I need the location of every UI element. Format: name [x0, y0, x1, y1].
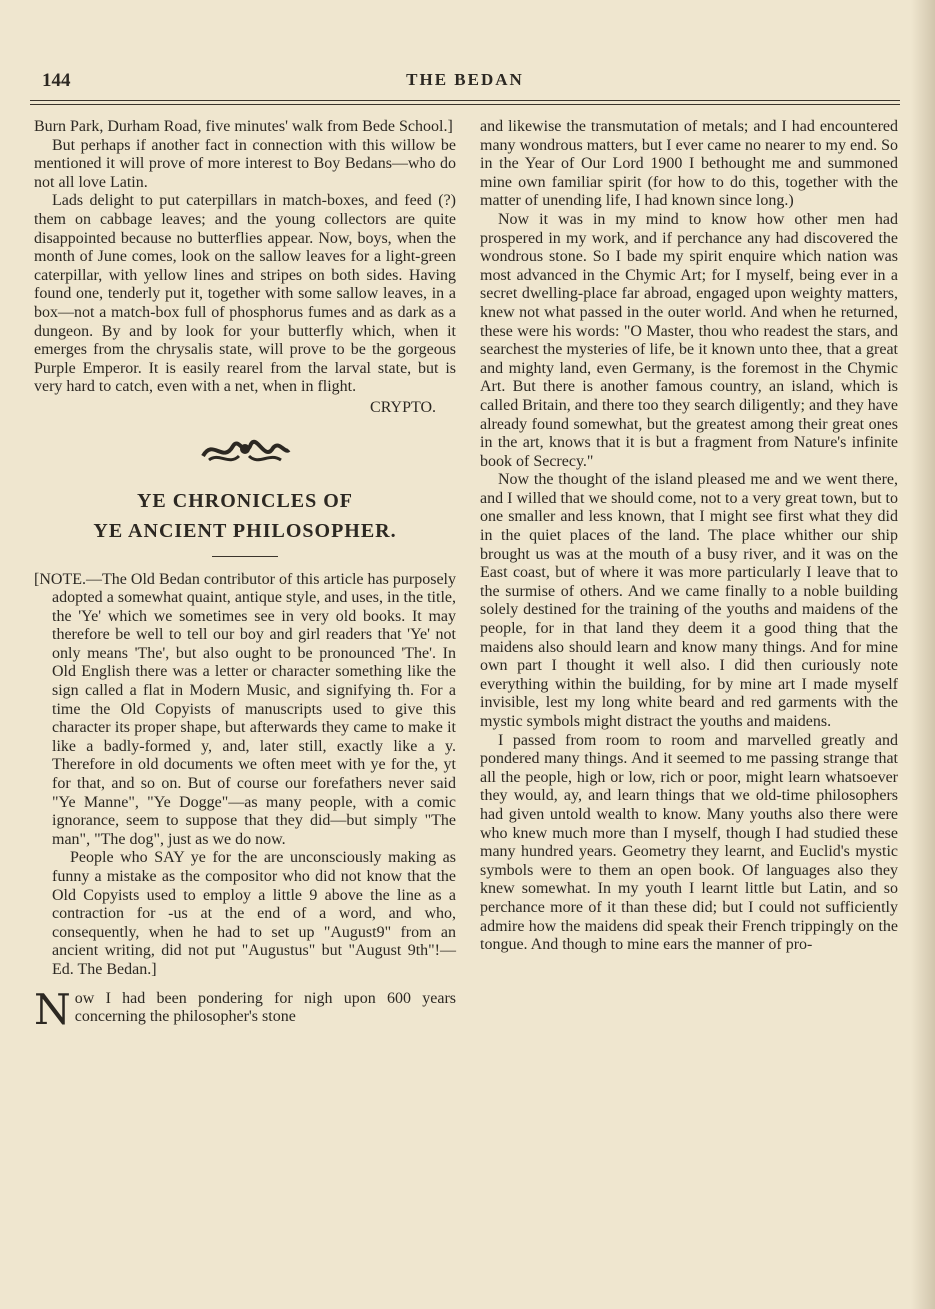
- signature: CRYPTO.: [370, 398, 436, 416]
- paragraph: Now the thought of the island pleased me and we went there, and I willed that we should come, not to a very great town, but to one smaller and less known, that I might see first what they did in the quiet places of the land. The place whither our ship brought us was at the mouth of a busy river, and it was on the East coast, but of where it was more particularly I leave that to the surmise of others. And we came finally to a noble building solely destined for the training of the youths and maidens of the people, for in that land they deem it a good thing that the maidens also should learn and know many things. And for mine own part I thought it well also. I did then curiously note everything within the building, for by mine art I made myself invisible, lest my long white beard and red garments with the mystic symbols might distract the youths and maidens.: [480, 471, 898, 730]
- header-rule-top: [30, 100, 900, 101]
- paragraph: Burn Park, Durham Road, five minutes' walk from Bede School.]: [34, 118, 453, 135]
- opening-text: ow I had been pondering for nigh upon 600 years concerning the philosopher's stone: [74, 989, 456, 1026]
- chronicle-opening: [34, 984, 456, 1034]
- page-header: [30, 66, 900, 96]
- paragraph: I passed from room to room and marvelled greatly and pondered many things. And it seemed to me passing strange that all the people, high or low, rich or poor, might learn whatsoever they would, ay, and learn things that we old-time philosophers had given untold wealth to know. Many youths also there were who knew much more than I myself, though I had studied these many hundred years. Geometry they learnt, and Euclid's mystic symbols were to them an open book. Of languages also they knew somewhat. In my youth I learnt little but Latin, and so perchance more of it than these did; but I could not sufficiently admire how the maidens did speak their French trippingly on the tongue. And though to mine ears the manner of pro-: [480, 731, 898, 954]
- heading-rule: [212, 556, 278, 557]
- editor-note: [34, 571, 456, 980]
- heading-line: YE CHRONICLES OF: [136, 489, 354, 512]
- note-paragraph: People who SAY ye for the are unconsciously making as funny a mistake as the compositor who did not know that the Old Copyists used to employ a little 9 above the line as a contraction for -us at the end of a word, and who, consequently, when he had to set up "August9" from an ancient writing, did not put "Augustus" but "August 9th"!—Ed. The Bedan.]: [52, 849, 456, 978]
- right-column: [480, 118, 898, 955]
- heading-line: YE ANCIENT PHILOSOPHER.: [93, 519, 397, 542]
- page-edge-shadow: [911, 0, 935, 1309]
- paragraph: Lads delight to put caterpillars in match-boxes, and feed (?) them on cabbage leaves; and the young collectors are quite disappointed because no butterflies appear. Now, boys, when the month of June comes, look on the sallow leaves for a light-green caterpillar, with yellow lines and stripes on both sides. Having found one, tenderly put it, together with some sallow leaves, in a box—not a match-box full of phosphorus fumes and as dark as a dungeon. By and by look for your butterfly which, when it emerges from the chrysalis state, will prove to be the gorgeous Purple Emperor. It is easily rearel from the larval state, but is very hard to catch, even with a net, when in flight.: [34, 192, 456, 396]
- paragraph: Now it was in my mind to know how other men had prospered in my work, and if perchance any had discovered the wondrous stone. So I bade my spirit enquire which nation was most advanced in the Chymic Art; for I myself, being ever in a secret dwelling-place far abroad, engaged upon weighty matters, knew not what passed in the outer world. And when he returned, these were his words: "O Master, thou who readest the stars, and searchest the mysteries of life, be it known unto thee, that a great and mighty land, even Germany, is the foremost in the Chymic Art. But there is another famous country, an island, which is called Britain, and there too they search diligently; and they have already found somewhat, but the greatest among their great ones in the art, knows that it is but a fragment from Nature's infinite book of Secrecy.": [480, 210, 898, 470]
- drop-cap: N: [34, 984, 71, 1034]
- page-number: 144: [42, 70, 71, 91]
- article-heading: [34, 486, 456, 546]
- running-head: THE BEDAN: [406, 70, 524, 89]
- ornament-icon: [34, 430, 456, 468]
- header-rule-bottom: [30, 104, 900, 105]
- paragraph: But perhaps if another fact in connection with this willow be mentioned it will prove of more interest to Boy Bedans—who do not all love Latin.: [34, 136, 456, 191]
- paragraph: and likewise the transmutation of metals; and I had encountered many wondrous matters, but I ever came no nearer to my end. So in the Year of Our Lord 1900 I bethought me and summoned mine own familiar spirit (for how to do this, together with the matter of unending life, I had known since long.): [480, 118, 898, 210]
- left-column: [34, 118, 456, 1034]
- note-paragraph: [NOTE.—The Old Bedan contributor of this article has purposely adopted a somewhat quaint, antique style, and uses, in the title, the 'Ye' which we sometimes see in very old books. It may therefore be well to tell our boy and girl readers that 'Ye' not only means 'The', but also ought to be pronounced 'The'. In Old English there was a letter or character something like the sign called a flat in Modern Music, and signifying th. For a time the Old Copyists of manuscripts used to give this character its proper shape, but afterwards they came to make it like a badly-formed y, and, later still, exactly like a y. Therefore in old documents we often meet with ye for the, yt for that, and so on. But of course our forefathers never said "Ye Manne", "Ye Dogge"—as many people, with a comic ignorance, seem to suppose that they did—but simply "The man", "The dog", just as we do now.: [34, 570, 456, 848]
